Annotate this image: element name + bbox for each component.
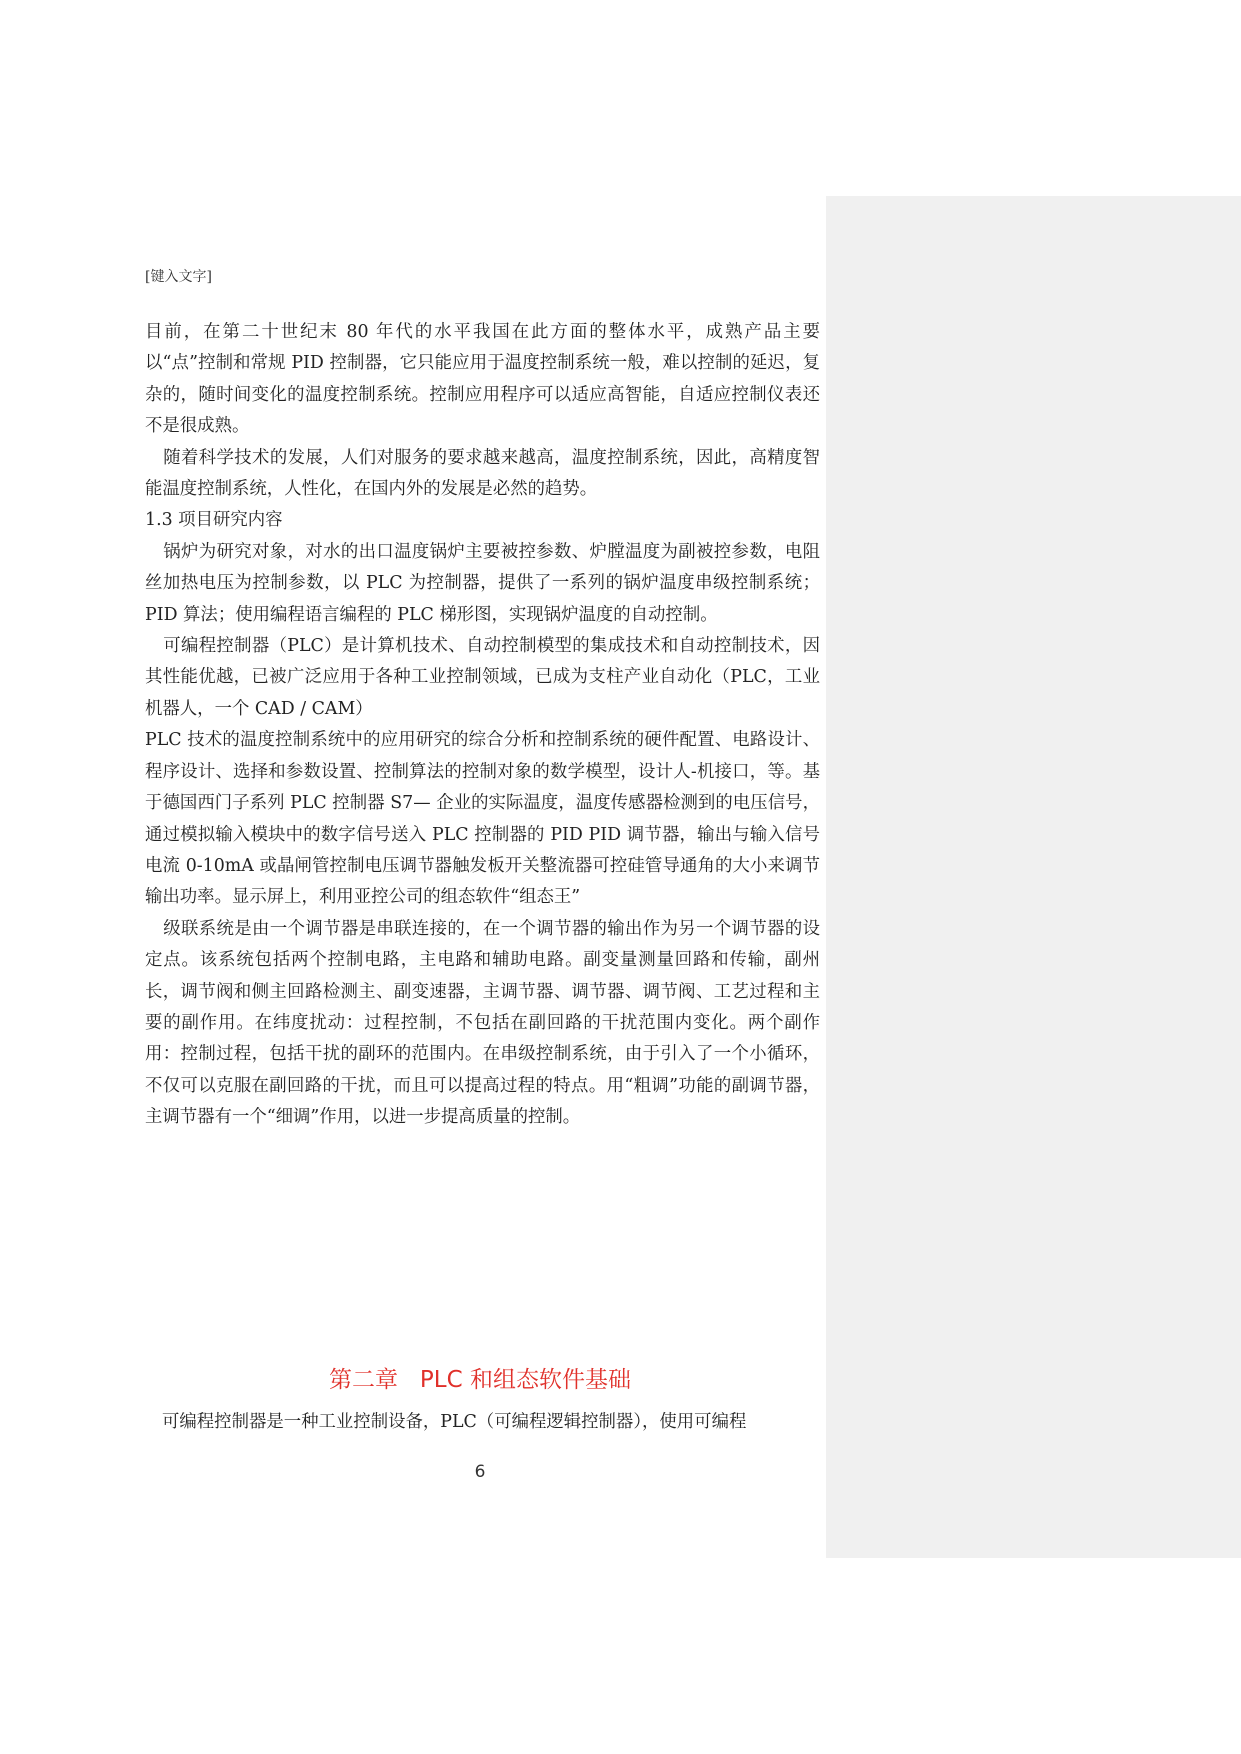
page-number: 6 [474,1462,486,1482]
body-text [145,317,820,1134]
comment-pane [826,196,1241,1558]
paragraph: 可编程控制器（PLC）是计算机技术、自动控制模型的集成技术和自动控制技术，因其性能优越，已被广泛应用于各种工业控制领域，已成为支柱产业自动化（PLC，工业机器人，一个 CAD / CAM） [145,636,820,719]
paragraph: 目前，在第二十世纪末 80 年代的水平我国在此方面的整体水平，成熟产品主要以“点”控制和常规 PID 控制器，它只能应用于温度控制系统一般，难以控制的延迟，复杂的，随时间变化的温度控制系统。控制应用程序可以适应高智能，自适应控制仪表还不是很成熟。 [145,322,820,437]
section-heading: 1.3 项目研究内容 [145,510,283,531]
page-header: [键入文字] [145,269,212,285]
chapter-intro: 可编程控制器是一种工业控制设备，PLC（可编程逻辑控制器），使用可编程 [162,1412,747,1432]
paragraph: 随着科学技术的发展，人们对服务的要求越来越高，温度控制系统，因此，高精度智能温度控制系统，人性化，在国内外的发展是必然的趋势。 [145,447,820,500]
chapter-title: 第二章 PLC 和组态软件基础 [329,1367,631,1393]
paragraph: 锅炉为研究对象，对水的出口温度锅炉主要被控参数、炉膛温度为副被控参数，电阻丝加热电压为控制参数，以 PLC 为控制器，提供了一系列的锅炉温度串级控制系统；PID 算法；使用编程语言编程的 PLC 梯形图，实现锅炉温度的自动控制。 [145,541,820,625]
paragraph: 级联系统是由一个调节器是串联连接的，在一个调节器的输出作为另一个调节器的设定点。该系统包括两个控制电路，主电路和辅助电路。副变量测量回路和传输，副州长，调节阀和侧主回路检测主、副变速器，主调节器、调节器、调节阀、工艺过程和主要的副作用。在纬度扰动：过程控制，不包括在副回路的干扰范围内变化。两个副作用：控制过程，包括干扰的副环的范围内。在串级控制系统，由于引入了一个小循环，不仅可以克服在副回路的干扰，而且可以提高过程的特点。用“粗调”功能的副调节器，主调节器有一个“细调”作用，以进一步提高质量的控制。 [145,918,820,1128]
paragraph: PLC 技术的温度控制系统中的应用研究的综合分析和控制系统的硬件配置、电路设计、程序设计、选择和参数设置、控制算法的控制对象的数学模型，设计人-机接口，等。基于德国西门子系列 PLC 控制器 S7— 企业的实际温度，温度传感器检测到的电压信号，通过模拟输入模块中的数字信号送入 PLC 控制器的 PID PID 调节器，输出与输入信号电流 0-10mA 或晶闸管控制电压调节器触发板开关整流器可控硅管导通角的大小来调节输出功率。显示屏上，利用亚控公司的组态软件“组态王” [145,730,820,908]
